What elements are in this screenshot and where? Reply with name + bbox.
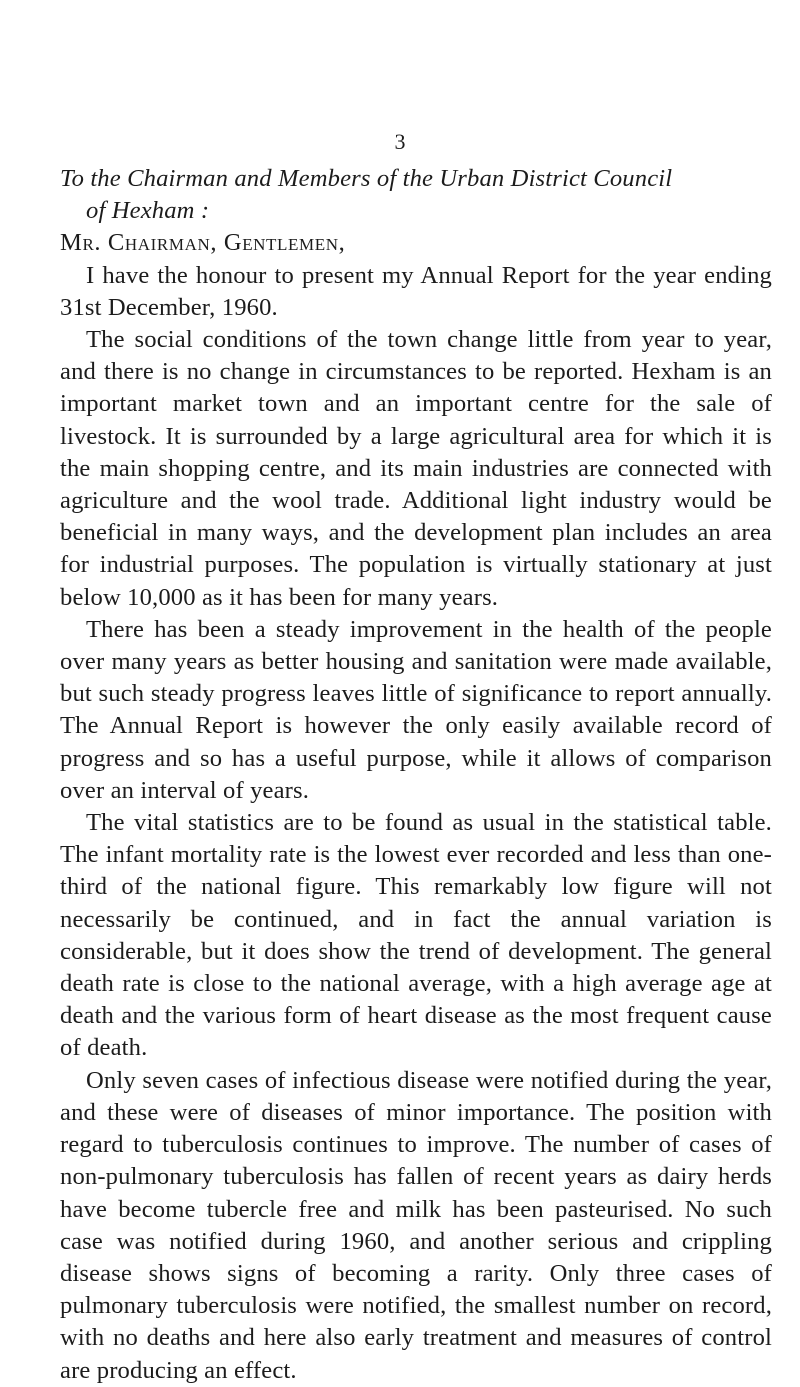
paragraph-infectious-disease: Only seven cases of infectious disease were notified during the year, and these were of diseases of minor importance. The position with regard to tuberculosis continues to improve. The number of cases of non-pulmonary tuberculosis has fallen of recent years as dairy herds have become tubercle free and milk has been pasteurised. No such case was notified during 1960, and another serious and crippling disease shows signs of becoming a rarity. Only three cases of pulmonary tuberculosis were notified, the smallest number on record, with no deaths and here also early treatment and measures of control are producing an effect. [60, 1066, 772, 1384]
salutation-line-2: of Hexham : [86, 197, 210, 225]
paragraph-health-improvement: There has been a steady improvement in the health of the people over many years as better housing and sanitation were made available, but such steady progress leaves little of significance to report annually. The Annual Report is however the only easily available record of progress and so has a useful purpose, while it allows of comparison over an interval of years. [60, 615, 772, 804]
salutation [60, 163, 772, 227]
letter-body [60, 163, 772, 1387]
paragraph-social-conditions: The social conditions of the town change little from year to year, and there is no change in circumstances to be reported. Hexham is an important market town and an important centre for the sale of livestock. It is surrounded by a large agricultural area for which it is the main shopping centre, and its main industries are connected with agriculture and the wool trade. Additional light industry would be beneficial in many ways, and the development plan includes an area for industrial purposes. The population is virtually stationary at just below 10,000 as it has been for many years. [60, 326, 772, 611]
paragraph-vital-statistics: The vital statistics are to be found as usual in the statistical table. The infant mortality rate is the lowest ever recorded and less than one-third of the national figure. This remarkably low figure will not necessarily be continued, and in fact the annual variation is considerable, but it does show the trend of development. The general death rate is close to the national average, with a high average age at death and the various form of heart disease as the most frequent cause of death. [60, 809, 772, 1062]
address-line: Mr. Chairman, Gentlemen, [60, 229, 346, 257]
page-number: 3 [394, 129, 406, 154]
paragraph-report-intro: I have the honour to present my Annual Report for the year ending 31st December, 1960. [60, 261, 772, 321]
salutation-line-1: To the Chairman and Members of the Urban District Council [60, 165, 673, 192]
